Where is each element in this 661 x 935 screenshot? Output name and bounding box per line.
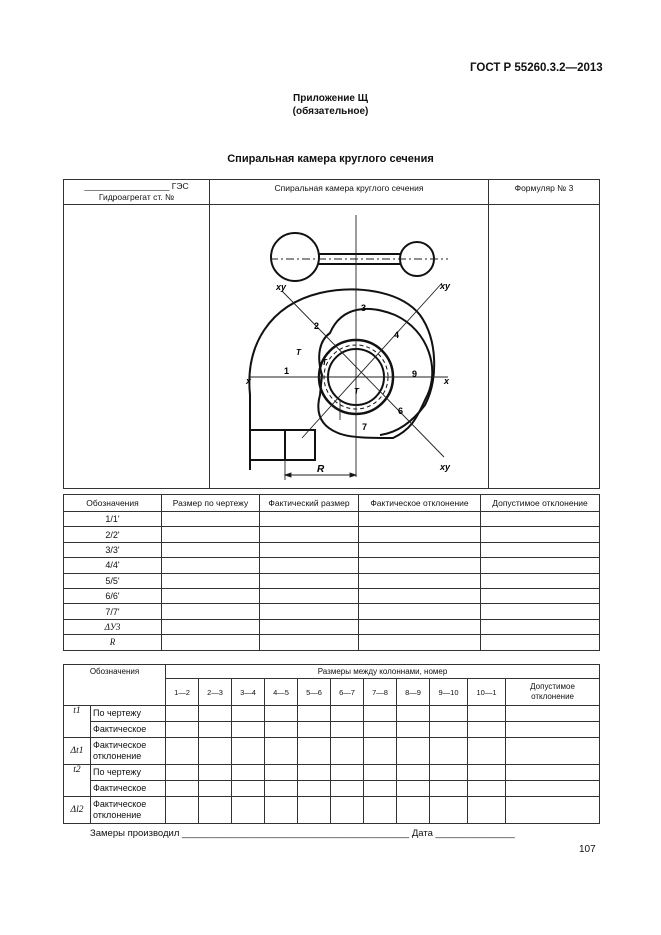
table-row	[64, 738, 600, 765]
label-xy-top-right: xy	[440, 281, 451, 291]
col-head: 3—4	[232, 679, 265, 706]
t1-head-0: Обозначения	[64, 495, 162, 512]
row-text: Фактическое отклонение	[91, 797, 166, 824]
signature-line: Замеры производил ___________________________________________ Дата _______________	[90, 828, 515, 839]
table-row	[64, 797, 600, 824]
col-head: 6—7	[331, 679, 364, 706]
row-label: 1/1'	[64, 512, 162, 527]
label-2: 2	[314, 321, 320, 331]
row-symbol: Δt1	[64, 738, 91, 765]
hpp-cell	[64, 180, 210, 205]
row-label: 3/3'	[64, 542, 162, 557]
row-text: По чертежу	[91, 706, 166, 722]
col-head: 7—8	[364, 679, 397, 706]
table-row	[64, 619, 600, 634]
row-text: По чертежу	[91, 765, 166, 781]
row-label: R	[64, 635, 162, 650]
table-row	[64, 765, 600, 781]
label-4: 4	[394, 330, 400, 340]
label-9: 9	[412, 369, 418, 379]
formular-cell: Формуляр № 3	[489, 180, 600, 205]
table-row	[64, 635, 600, 650]
label-xy-bottom-right: xy	[440, 462, 451, 472]
label-t-left: T	[296, 348, 301, 357]
chamber-cell: Спиральная камера круглого сечения	[210, 180, 489, 205]
spiral-chamber-drawing	[210, 205, 489, 488]
label-1: 1	[284, 366, 290, 376]
col-head: 2—3	[199, 679, 232, 706]
drawing-cell	[210, 205, 489, 489]
table-row	[64, 722, 600, 738]
label-x-right: x	[444, 376, 450, 386]
hpp-line: __________________ ГЭС	[84, 181, 189, 191]
appendix-note: (обязательное)	[292, 106, 369, 117]
label-t-mid: T	[322, 358, 327, 367]
table-row	[64, 558, 600, 573]
appendix-heading	[0, 92, 661, 118]
blank-left-cell	[64, 205, 210, 489]
table-row	[64, 542, 600, 557]
standard-number: ГОСТ Р 55260.3.2—2013	[470, 62, 603, 74]
page-number: 107	[579, 844, 596, 855]
row-symbol: t1	[64, 706, 91, 738]
col-head: 1—2	[166, 679, 199, 706]
table-row	[64, 781, 600, 797]
row-symbol: t2	[64, 765, 91, 797]
form-header-table	[63, 179, 600, 489]
row-text: Фактическое отклонение	[91, 738, 166, 765]
row-label: ΔУ3	[64, 619, 162, 634]
row-label: 2/2'	[64, 527, 162, 542]
table-row	[64, 706, 600, 722]
label-7: 7	[362, 422, 368, 432]
table-row	[64, 573, 600, 588]
t1-head-3: Фактическое отклонение	[359, 495, 481, 512]
unit-label: Гидроагрегат ст. №	[98, 192, 175, 202]
section-title: Спиральная камера круглого сечения	[227, 153, 434, 165]
dimensions-table	[63, 494, 600, 651]
t2-group-title: Размеры между колоннами, номер	[166, 665, 600, 679]
label-6: 6	[398, 406, 404, 416]
col-head: 9—10	[430, 679, 468, 706]
label-3: 3	[361, 303, 367, 313]
t1-head-4: Допустимое отклонение	[481, 495, 600, 512]
table-row	[64, 512, 600, 527]
table-row	[64, 527, 600, 542]
col-head-tolerance: Допустимое отклонение	[506, 679, 600, 706]
row-text: Фактическое	[91, 781, 166, 797]
table-row	[64, 588, 600, 603]
col-head: 5—6	[298, 679, 331, 706]
label-xy-top-left: xy	[276, 282, 287, 292]
appendix-title: Приложение Щ	[293, 93, 368, 104]
columns-table	[63, 664, 600, 824]
col-head: 8—9	[397, 679, 430, 706]
col-head: 10—1	[468, 679, 506, 706]
column-circle-left	[271, 233, 319, 281]
row-symbol: Δl2	[64, 797, 91, 824]
t2-head-label: Обозначения	[64, 665, 166, 706]
label-t-bot: T	[354, 387, 359, 396]
t1-head-1: Размер по чертежу	[162, 495, 260, 512]
t1-head-2: Фактический размер	[260, 495, 359, 512]
row-label: 4/4'	[64, 558, 162, 573]
row-text: Фактическое	[91, 722, 166, 738]
label-r: R	[317, 464, 325, 475]
row-label: 7/7'	[64, 604, 162, 619]
table-row	[64, 604, 600, 619]
row-label: 6/6'	[64, 588, 162, 603]
col-head: 4—5	[265, 679, 298, 706]
blank-right-cell	[489, 205, 600, 489]
row-label: 5/5'	[64, 573, 162, 588]
label-x-left: x	[246, 376, 252, 386]
